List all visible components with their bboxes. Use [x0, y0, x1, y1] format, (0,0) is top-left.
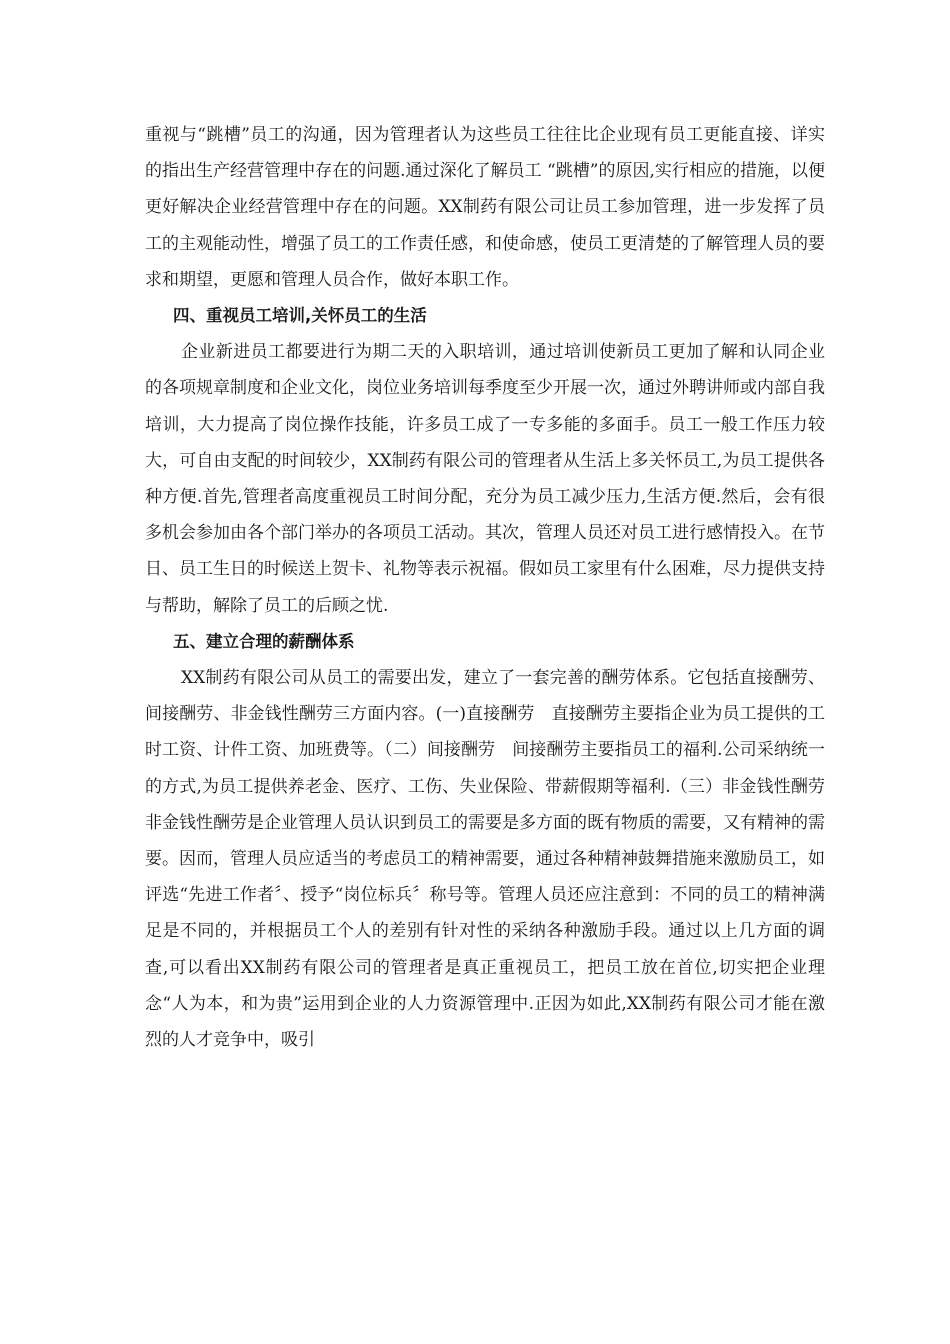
paragraph-training: 企业新进员工都要进行为期二天的入职培训，通过培训使新员工更加了解和认同企业的各项规章制度和企业文化，岗位业务培训每季度至少开展一次，通过外聘讲师或内部自我培训，大力提高了岗位操作技能，许多员工成了一专多能的多面手。员工一般工作压力较大，可自由支配的时间较少，XX制药有限公司的管理者从生活上多关怀员工,为员工提供各种方便.首先,管理者高度重视员工时间分配，充分为员工减少压力,生活方便.然后，会有很多机会参加由各个部门举办的各项员工活动。其次，管理人员还对员工进行感情投入。在节日、员工生日的时候送上贺卡、礼物等表示祝福。假如员工家里有什么困难，尽力提供支持与帮助，解除了员工的后顾之忧.	[145, 342, 825, 616]
document-body	[145, 117, 859, 1058]
section-heading-training: 四、重视员工培训,关怀员工的生活	[173, 306, 427, 326]
paragraph-compensation: XX制药有限公司从员工的需要出发，建立了一套完善的酬劳体系。它包括直接酬劳、间接酬劳、非金钱性酬劳三方面内容。(一)直接酬劳 直接酬劳主要指企业为员工提供的工时工资、计件工资、加班费等。（二）间接酬劳 间接酬劳主要指员工的福利.公司采纳统一的方式,为员工提供养老金、医疗、工伤、失业保险、带薪假期等福利.（三）非金钱性酬劳 非金钱性酬劳是企业管理人员认识到员工的需要是多方面的既有物质的需要，又有精神的需要。因而，管理人员应适当的考虑员工的精神需要，通过各种精神鼓舞措施来激励员工，如评选“先进工作者〞、授予“岗位标兵〞称号等。管理人员还应注意到：不同的员工的精神满足是不同的，并根据员工个人的差别有针对性的采纳各种激励手段。通过以上几方面的调查,可以看出XX制药有限公司的管理者是真正重视员工，把员工放在首位,切实把企业理念“人为本，和为贵”运用到企业的人力资源管理中.正因为如此,XX制药有限公司才能在激烈的人才竞争中，吸引	[145, 668, 859, 1051]
section-heading-compensation: 五、建立合理的薪酬体系	[173, 631, 355, 651]
paragraph-employee-turnover: 重视与“跳槽”员工的沟通，因为管理者认为这些员工往往比企业现有员工更能直接、详实的指出生产经营管理中存在的问题.通过深化了解员工 “跳槽”的原因,实行相应的措施，以便更好解决企业经营管理中存在的问题。XX制药有限公司让员工参加管理，进一步发挥了员工的主观能动性，增强了员工的工作责任感，和使命感，使员工更清楚的了解管理人员的要求和期望，更愿和管理人员合作，做好本职工作。	[145, 125, 825, 290]
